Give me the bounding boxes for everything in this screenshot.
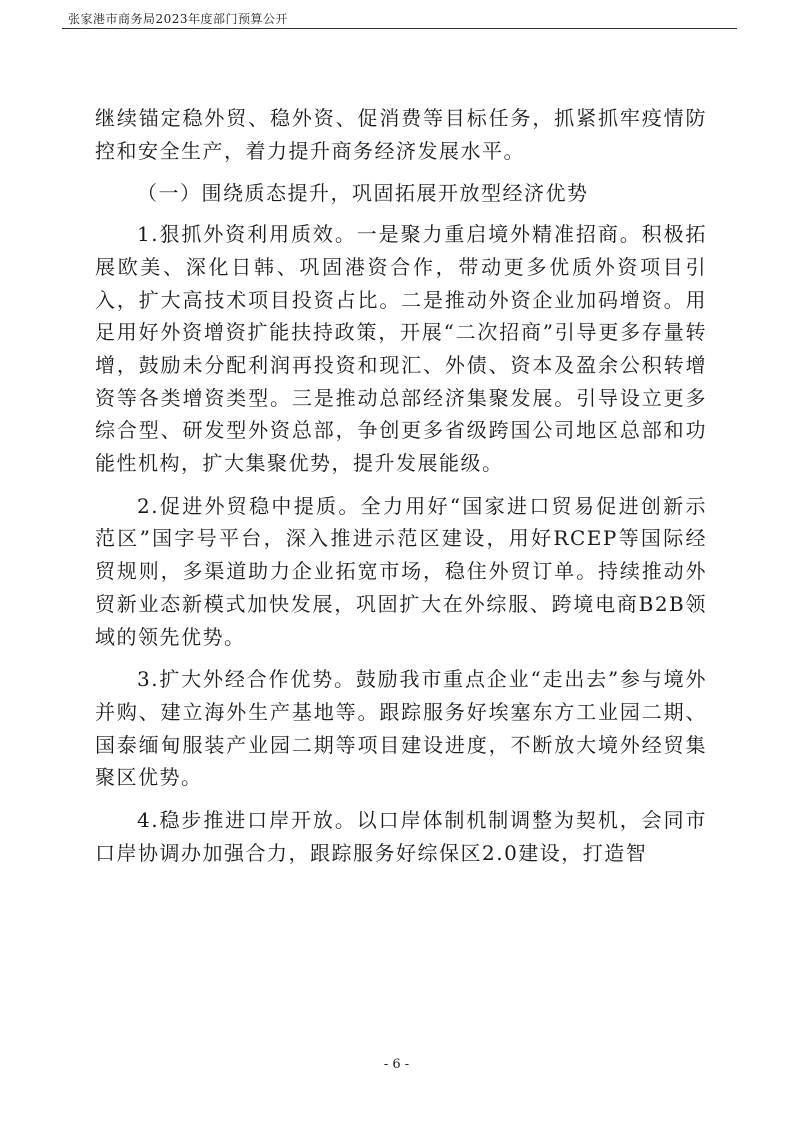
header-rule [62, 28, 737, 29]
item-paragraph-2: 2.促进外贸稳中提质。全力用好“国家进口贸易促进创新示范区”国字号平台，深入推进示范区建设，用好RCEP等国际经贸规则，多渠道助力企业拓宽市场，稳住外贸订单。持续推动外贸新业态新模式加快发展，巩固扩大在外综服、跨境电商B2B领域的领先优势。 [95, 493, 707, 649]
item-paragraph-1: 1.狠抓外资利用质效。一是聚力重启境外精准招商。积极拓展欧美、深化日韩、巩固港资合作，带动更多优质外资项目引入，扩大高技术项目投资占比。二是推动外资企业加码增资。用足用好外资增资扩能扶持政策，开展“二次招商”引导更多存量转增，鼓励未分配利润再投资和现汇、外债、资本及盈余公积转增资等各类增资类型。三是推动总部经济集聚发展。引导设立更多综合型、研发型外资总部，争创更多省级跨国公司地区总部和功能性机构，扩大集聚优势，提升发展能级。 [95, 222, 707, 476]
running-header: 张家港市商务局2023年度部门预算公开 [68, 12, 289, 26]
continuation-paragraph: 继续锚定稳外贸、稳外资、促消费等目标任务，抓紧抓牢疫情防控和安全生产，着力提升商务经济发展水平。 [95, 106, 707, 163]
page-number: - 6 - [383, 1057, 410, 1072]
item-paragraph-4: 4.稳步推进口岸开放。以口岸体制机制调整为契机，会同市口岸协调办加强合力，跟踪服务好综保区2.0建设，打造智 [95, 808, 707, 865]
section-heading: （一）围绕质态提升，巩固拓展开放型经济优势 [137, 181, 589, 206]
item-paragraph-3: 3.扩大外经合作优势。鼓励我市重点企业“走出去”参与境外并购、建立海外生产基地等。跟踪服务好埃塞东方工业园二期、国泰缅甸服装产业园二期等项目建设进度，不断放大境外经贸集聚区优势。 [95, 667, 707, 790]
document-body [95, 102, 707, 879]
